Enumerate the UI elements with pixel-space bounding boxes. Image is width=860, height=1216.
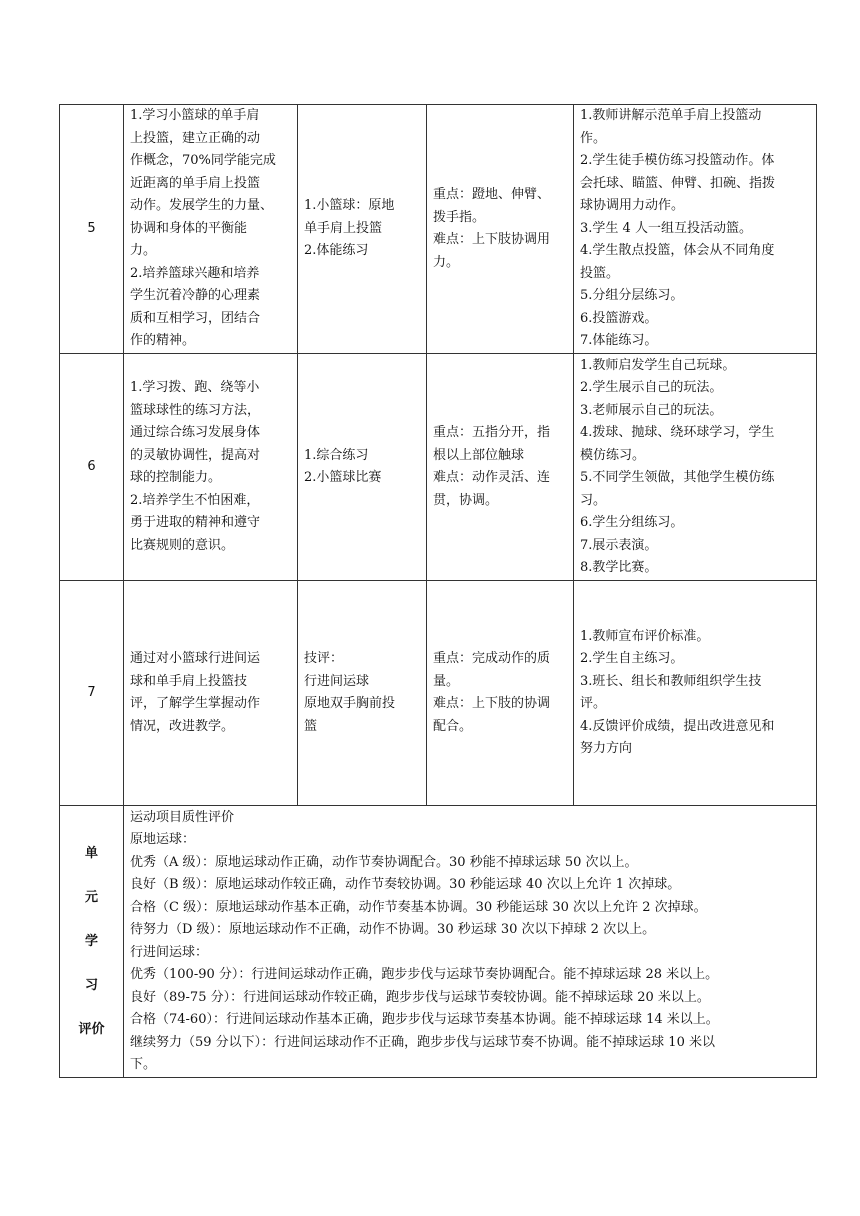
- text-line: 近距离的单手肩上投篮: [130, 175, 261, 191]
- text-line: 优秀（A 级）：原地运球动作正确，动作节奏协调配合。30 秒能不掉球运球 50 次以上。: [130, 854, 638, 870]
- text-line: 1.教师启发学生自己玩球。: [580, 357, 736, 373]
- text-line: 拨手指。: [433, 209, 486, 225]
- text-line: 难点：上下肢的协调: [433, 696, 551, 711]
- methods-cell: [574, 581, 817, 806]
- text-line: 1.学习小篮球的单手肩: [130, 108, 260, 124]
- text-line: 球的控制能力。: [130, 470, 222, 485]
- text-line: 行进间运球: [304, 673, 370, 689]
- methods-cell: [574, 354, 817, 581]
- text-line: 合格（74-60）：行进间运球动作基本正确，跑步步伐与运球节奏基本协调。能不掉球运球 14 米以上。: [130, 1012, 719, 1027]
- text-line: 评。: [580, 696, 607, 711]
- text-line: 2.体能练习: [304, 243, 369, 259]
- text-line: 配合。: [433, 718, 473, 734]
- content-cell: [298, 105, 427, 354]
- text-line: 待努力（D 级）：原地运球动作不正确，动作不协调。30 秒运球 30 次以下掉球 2 次以上。: [130, 922, 656, 937]
- text-line: 合格（C 级）：原地运球动作基本正确，动作节奏基本协调。30 秒能运球 30 次以上允许 2 次掉球。: [130, 899, 707, 915]
- text-line: 4.反馈评价成绩，提出改进意见和: [580, 718, 775, 734]
- text-line: 良好（89-75 分）：行进间运球动作较正确，跑步步伐与运球节奏较协调。能不掉球运球 20 米以上。: [130, 989, 710, 1005]
- text-line: 运动项目质性评价: [130, 809, 235, 825]
- text-line: 6.投篮游戏。: [580, 310, 658, 326]
- text-line: 力。: [433, 254, 460, 270]
- evaluation-label-line: 单元: [84, 845, 110, 905]
- text-line: 重点：五指分开，指: [433, 425, 551, 440]
- text-line: 根以上部位触球: [433, 447, 525, 463]
- objectives-cell: [124, 354, 298, 581]
- text-line: 质和互相学习，团结合: [130, 310, 261, 326]
- table-row: [60, 354, 817, 581]
- text-line: 学生沉着冷静的心理素: [130, 288, 261, 304]
- text-line: 原地运球：: [130, 832, 196, 847]
- text-line: 行进间运球：: [130, 944, 209, 960]
- text-line: 2.学生展示自己的玩法。: [580, 380, 723, 395]
- text-line: 力。: [130, 243, 157, 259]
- text-line: 难点：动作灵活、连: [433, 470, 551, 485]
- text-line: 作的精神。: [130, 333, 196, 349]
- text-line: 比赛规则的意识。: [130, 537, 235, 553]
- text-line: 动作。发展学生的力量、: [130, 198, 274, 214]
- text-line: 技评：: [304, 651, 344, 666]
- text-line: 贯，协调。: [433, 492, 499, 508]
- text-line: 2.培养学生不怕困难，: [130, 492, 260, 508]
- lesson-plan-table: [59, 104, 817, 1078]
- text-line: 勇于进取的精神和遵守: [130, 515, 261, 530]
- text-line: 7.展示表演。: [580, 537, 658, 553]
- text-line: 下。: [130, 1057, 157, 1072]
- table-row: [60, 105, 817, 354]
- text-line: 情况，改进教学。: [130, 718, 235, 734]
- text-line: 6.学生分组练习。: [580, 515, 684, 530]
- text-line: 重点：完成动作的质: [433, 651, 551, 666]
- text-line: 模仿练习。: [580, 447, 646, 463]
- keypoints-cell: [427, 581, 574, 806]
- text-line: 上投篮，建立正确的动: [130, 130, 261, 146]
- text-line: 原地双手胸前投: [304, 696, 396, 711]
- evaluation-criteria: [124, 806, 817, 1078]
- text-line: 继续努力（59 分以下）：行进间运球动作不正确，跑步步伐与运球节奏不协调。能不掉球运球 10 米以: [130, 1034, 715, 1050]
- text-line: 难点：上下肢协调用: [433, 232, 551, 247]
- text-line: 8.教学比赛。: [580, 560, 658, 575]
- objectives-cell: [124, 581, 298, 806]
- text-line: 作。: [580, 130, 607, 146]
- text-line: 量。: [433, 673, 460, 689]
- text-line: 1.学习拨、跑、绕等小: [130, 380, 260, 395]
- text-line: 4.学生散点投篮，体会从不同角度: [580, 243, 775, 259]
- text-line: 1.教师宣布评价标准。: [580, 628, 710, 644]
- evaluation-label: [60, 806, 124, 1078]
- keypoints-cell: [427, 105, 574, 354]
- text-line: 良好（B 级）：原地运球动作较正确，动作节奏较协调。30 秒能运球 40 次以上允许 1 次掉球。: [130, 877, 681, 892]
- text-line: 1.小篮球：原地: [304, 198, 395, 214]
- text-line: 3.老师展示自己的玩法。: [580, 402, 723, 418]
- text-line: 2.培养篮球兴趣和培养: [130, 265, 260, 281]
- keypoints-cell: [427, 354, 574, 581]
- text-line: 协调和身体的平衡能: [130, 220, 248, 236]
- text-line: 习。: [580, 492, 607, 508]
- table-row: [60, 581, 817, 806]
- table-row: [60, 806, 817, 1078]
- text-line: 7.体能练习。: [580, 333, 658, 349]
- lesson-number: 7: [60, 581, 124, 806]
- evaluation-label-line: 学习: [84, 933, 110, 993]
- text-line: 5.分组分层练习。: [580, 288, 684, 304]
- text-line: 3.班长、组长和教师组织学生技: [580, 673, 762, 689]
- objectives-cell: [124, 105, 298, 354]
- content-cell: [298, 581, 427, 806]
- text-line: 球协调用力动作。: [580, 198, 685, 214]
- text-line: 会托球、瞄篮、伸臂、扣碗、指拨: [580, 175, 776, 191]
- text-line: 篮球球性的练习方法，: [130, 402, 261, 418]
- text-line: 4.拨球、抛球、绕环球学习，学生: [580, 425, 775, 440]
- text-line: 作概念，70%同学能完成: [130, 153, 276, 169]
- text-line: 投篮。: [580, 265, 620, 281]
- text-line: 通过对小篮球行进间运: [130, 651, 261, 666]
- text-line: 努力方向: [580, 741, 633, 756]
- content-cell: [298, 354, 427, 581]
- text-line: 2.小篮球比赛: [304, 470, 382, 485]
- text-line: 5.不同学生领做，其他学生模仿练: [580, 470, 775, 485]
- text-line: 3.学生 4 人一组互投活动篮。: [580, 220, 752, 236]
- text-line: 通过综合练习发展身体: [130, 425, 261, 440]
- text-line: 单手肩上投篮: [304, 220, 383, 236]
- text-line: 1.教师讲解示范单手肩上投篮动: [580, 108, 762, 124]
- text-line: 评，了解学生掌握动作: [130, 696, 261, 711]
- text-line: 2.学生自主练习。: [580, 651, 684, 666]
- text-line: 2.学生徒手模仿练习投篮动作。体: [580, 153, 775, 169]
- text-line: 篮: [304, 718, 318, 734]
- methods-cell: [574, 105, 817, 354]
- text-line: 重点：蹬地、伸臂、: [433, 187, 551, 202]
- text-line: 1.综合练习: [304, 447, 369, 463]
- text-line: 优秀（100-90 分）：行进间运球动作正确，跑步步伐与运球节奏协调配合。能不掉球运球 28 米以上。: [130, 967, 719, 982]
- text-line: 球和单手肩上投篮技: [130, 673, 248, 689]
- evaluation-label-line: 评价: [78, 1021, 105, 1037]
- lesson-number: 6: [60, 354, 124, 581]
- text-line: 的灵敏协调性，提高对: [130, 447, 261, 463]
- lesson-number: 5: [60, 105, 124, 354]
